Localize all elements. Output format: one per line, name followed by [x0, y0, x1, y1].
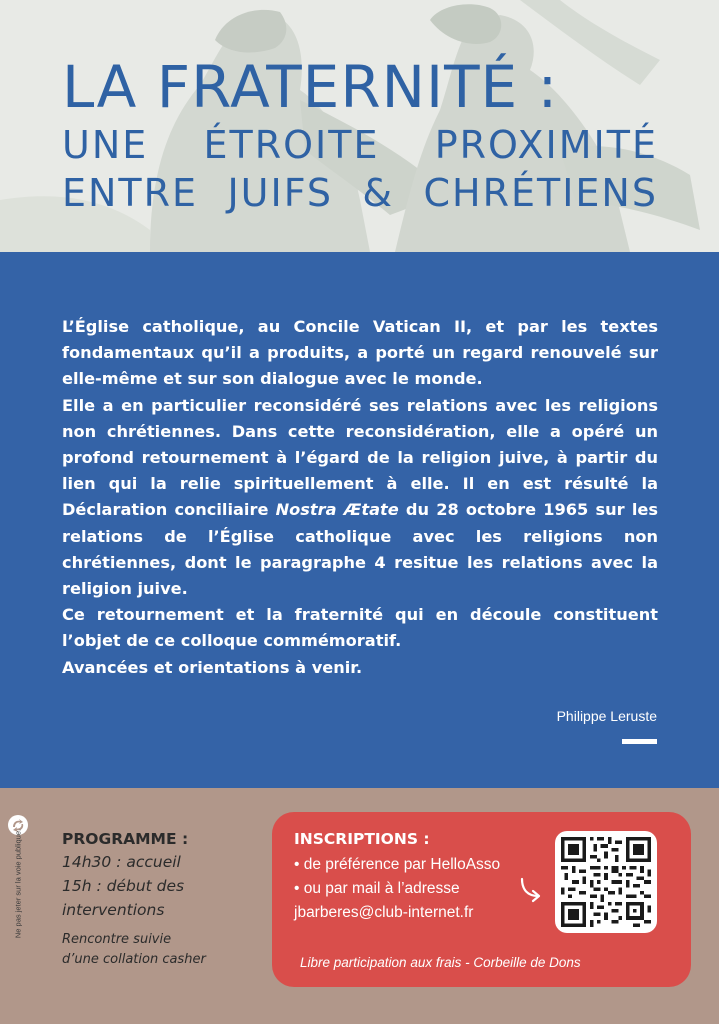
programme-line: interventions: [62, 901, 165, 919]
programme-line: 15h : début des: [62, 877, 185, 895]
paragraph: Ce retournement et la fraternité qui en découle constituent l’objet de ce colloque commémoratif.: [62, 605, 658, 651]
subtitle-word: ÉTROITE: [203, 123, 380, 167]
side-note: Ne pas jeter sur la voie publique.: [13, 828, 23, 939]
inscriptions-line: • ou par mail à l’adresse: [294, 880, 460, 897]
curved-arrow-icon: [518, 876, 544, 904]
description-panel: [0, 252, 719, 788]
subtitle-word: UNE: [62, 123, 149, 167]
subtitle-line-2: [62, 171, 658, 215]
header: [0, 0, 719, 252]
programme-line: 14h30 : accueil: [62, 853, 181, 871]
subtitle-word: &: [362, 171, 395, 215]
programme-note-line: d’une collation casher: [62, 952, 206, 967]
body-text: [62, 314, 658, 681]
email-address: jbarberes@club-internet.fr: [294, 904, 474, 921]
subtitle-word: CHRÉTIENS: [423, 171, 658, 215]
subtitle-word: PROXIMITÉ: [434, 123, 658, 167]
inscriptions-title: INSCRIPTIONS :: [294, 830, 430, 848]
subtitle-word: JUIFS: [227, 171, 334, 215]
inscriptions-box: [272, 812, 691, 987]
programme-note: [62, 930, 262, 970]
programme-note-line: Rencontre suivie: [62, 932, 172, 947]
programme-title: PROGRAMME :: [62, 830, 189, 848]
document-title: Nostra Ætate: [275, 500, 399, 520]
paragraph: L’Église catholique, au Concile Vatican II, et par les textes fondamentaux qu’il a produits, a porté un regard renouvelé sur elle-même et sur son dialogue avec le monde.: [62, 317, 658, 389]
title-main: LA FRATERNITÉ :: [62, 53, 559, 121]
qr-code-icon: [561, 837, 651, 927]
signature-divider: [622, 739, 657, 744]
subtitle-word: ENTRE: [62, 171, 199, 215]
paragraph-text: du 28 octobre 1965 sur les relations de l’Église catholique avec les religions non chrétiennes, dont le paragraphe 4 resitue les relations avec la religion juive.: [62, 500, 658, 599]
signature: Philippe Leruste: [556, 708, 657, 724]
inscriptions-line: • de préférence par HelloAsso: [294, 856, 501, 873]
inscriptions-footer: Libre participation aux frais - Corbeille de Dons: [300, 955, 581, 970]
paragraph: Avancées et orientations à venir.: [62, 657, 363, 677]
paragraph: [62, 393, 658, 603]
page-title: [62, 53, 658, 215]
paragraph-text: Elle a en particulier reconsidéré ses relations avec les religions non chrétiennes. Dans cette reconsidération, elle a opéré un profond retournement à l’égard de la religion juive, à partir du lien qui la relie spirituellement à elle. Il en est résulté la Déclaration conciliaire: [62, 395, 658, 520]
programme: [62, 828, 262, 970]
qr-code: [555, 831, 657, 933]
subtitle-line-1: [62, 123, 658, 167]
